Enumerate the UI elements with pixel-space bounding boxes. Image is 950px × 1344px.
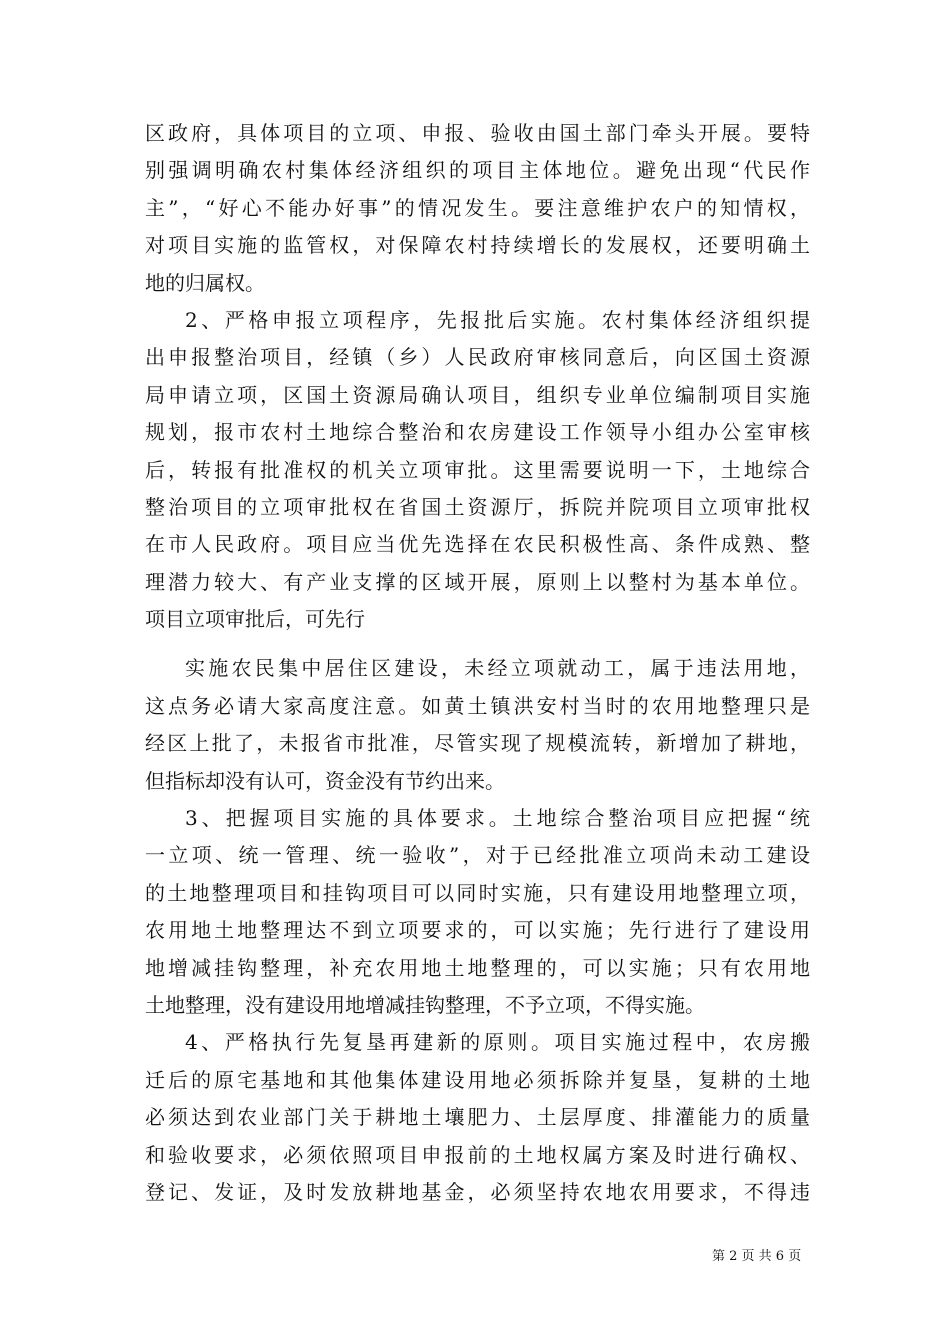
text-line: 地增减挂钩整理，补充农用地土地整理的，可以实施；只有农用地 (145, 955, 810, 980)
text-line: 一立项、统一管理、统一验收”，对于已经批准立项尚未动工建设 (145, 843, 810, 868)
text-line: 这点务必请大家高度注意。如黄土镇洪安村当时的农用地整理只是 (145, 693, 810, 718)
text-line: 主”，“好心不能办好事”的情况发生。要注意维护农户的知情权， (145, 195, 810, 220)
paragraph-5 (145, 1024, 810, 1211)
paragraph-gap (145, 638, 810, 650)
text-line: 理潜力较大、有产业支撑的区域开展，原则上以整村为基本单位。 (145, 569, 810, 594)
paragraph-1 (145, 115, 810, 302)
text-line: 实施农民集中居住区建设，未经立项就动工，属于违法用地， (185, 656, 810, 681)
text-line: 后，转报有批准权的机关立项审批。这里需要说明一下，土地综合 (145, 457, 810, 482)
text-line: 的土地整理项目和挂钩项目可以同时实施，只有建设用地整理立项， (145, 880, 810, 905)
text-line: 对项目实施的监管权，对保障农村持续增长的发展权，还要明确土 (145, 233, 810, 258)
text-line: 农用地土地整理达不到立项要求的，可以实施；先行进行了建设用 (145, 918, 810, 943)
text-line: 和验收要求，必须依照项目申报前的土地权属方案及时进行确权、 (145, 1142, 810, 1167)
text-line: 但指标却没有认可，资金没有节约出来。 (145, 768, 505, 793)
text-line: 登记、发证，及时发放耕地基金，必须坚持农地农用要求，不得违 (145, 1179, 810, 1204)
paragraph-4 (145, 800, 810, 1024)
text-line: 土地整理，没有建设用地增减挂钩整理，不予立项，不得实施。 (145, 992, 705, 1017)
text-line: 出申报整治项目，经镇（乡）人民政府审核同意后，向区国土资源 (145, 345, 810, 370)
text-line: 2、严格申报立项程序，先报批后实施。农村集体经济组织提 (185, 307, 810, 332)
text-line: 整治项目的立项审批权在省国土资源厅，拆院并院项目立项审批权 (145, 494, 810, 519)
text-line: 区政府，具体项目的立项、申报、验收由国土部门牵头开展。要特 (145, 121, 810, 145)
text-line: 规划，报市农村土地综合整治和农房建设工作领导小组办公室审核 (145, 420, 810, 445)
text-line: 在市人民政府。项目应当优先选择在农民积极性高、条件成熟、整 (145, 532, 810, 557)
text-line: 地的归属权。 (145, 270, 265, 295)
text-line: 项目立项审批后，可先行 (145, 607, 365, 632)
paragraph-3 (145, 650, 810, 800)
text-line: 局申请立项，区国土资源局确认项目，组织专业单位编制项目实施 (145, 382, 810, 407)
text-line: 4、严格执行先复垦再建新的原则。项目实施过程中，农房搬 (185, 1030, 810, 1055)
text-line: 迁后的原宅基地和其他集体建设用地必须拆除并复垦，复耕的土地 (145, 1067, 810, 1092)
page-number: 第 2 页 共 6 页 (712, 1249, 802, 1264)
text-line: 3、把握项目实施的具体要求。土地综合整治项目应把握“统 (185, 806, 810, 831)
text-line: 别强调明确农村集体经济组织的项目主体地位。避免出现“代民作 (145, 158, 810, 183)
text-line: 必须达到农业部门关于耕地土壤肥力、土层厚度、排灌能力的质量 (145, 1105, 810, 1130)
paragraph-2 (145, 302, 810, 639)
text-line: 经区上批了，未报省市批准，尽管实现了规模流转，新增加了耕地， (145, 731, 810, 756)
document-body (145, 115, 810, 1211)
